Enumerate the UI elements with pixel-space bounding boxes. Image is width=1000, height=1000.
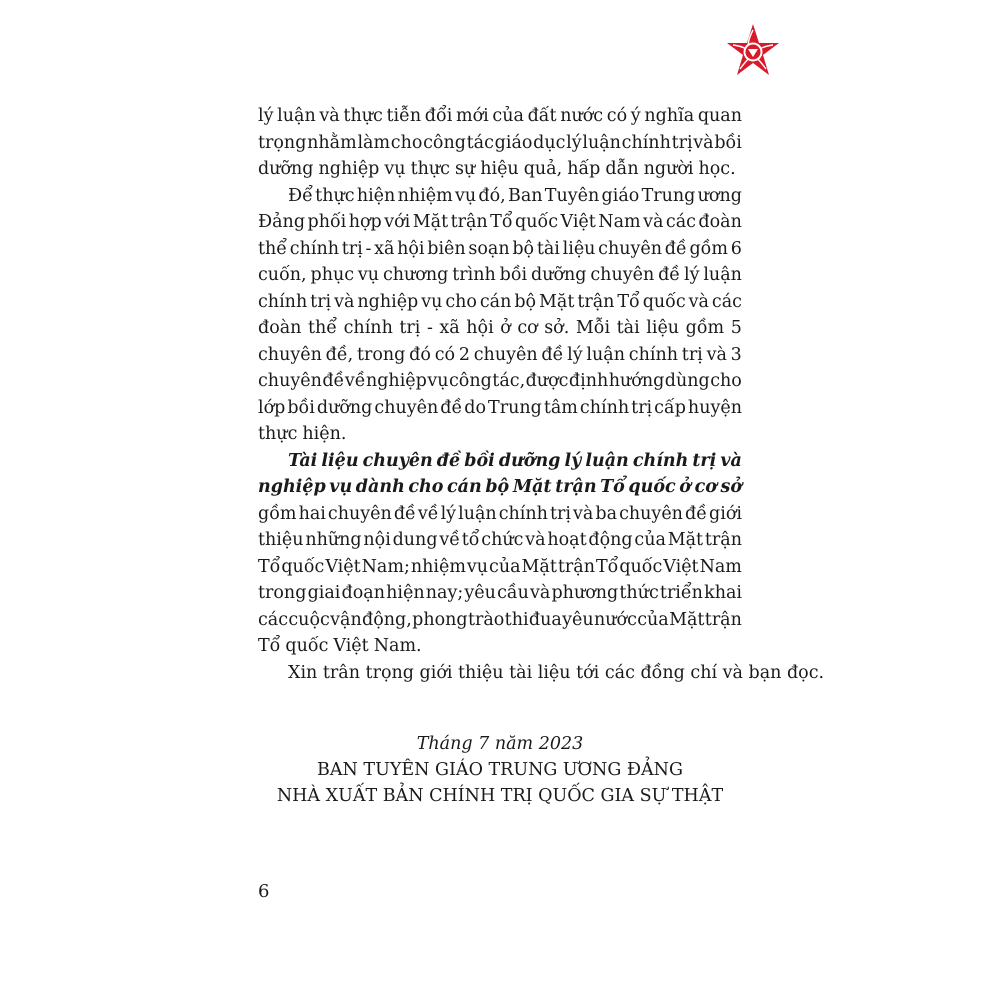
signature-organization: BAN TUYÊN GIÁO TRUNG ƯƠNG ĐẢNG — [317, 760, 683, 780]
text-line: các cuộc vận động, phong trào thi đua yêu nước của Mặt trận — [258, 609, 742, 630]
text-line: Tổ quốc Việt Nam. — [258, 636, 422, 656]
text-line: thể chính trị - xã hội biên soạn bộ tài liệu chuyên đề gồm 6 — [258, 238, 742, 259]
text-line: chuyên đề, trong đó có 2 chuyên đề lý luận chính trị và 3 — [258, 344, 742, 365]
text-line: cuốn, phục vụ chương trình bồi dưỡng chuyên đề lý luận — [258, 265, 742, 285]
signature-date: Tháng 7 năm 2023 — [416, 734, 584, 754]
text-line: Để thực hiện nhiệm vụ đó, Ban Tuyên giáo Trung ương — [288, 185, 742, 206]
publisher-logo-icon — [723, 22, 783, 82]
text-line: thiệu những nội dung về tổ chức và hoạt động của Mặt trận — [258, 530, 742, 550]
text-line: trong giai đoạn hiện nay; yêu cầu và phương thức triển khai — [258, 583, 742, 603]
text-line: dưỡng nghiệp vụ thực sự hiệu quả, hấp dẫn người học. — [258, 159, 736, 179]
text-line: lý luận và thực tiễn đổi mới của đất nước có ý nghĩa quan — [258, 106, 742, 126]
text-line: thực hiện. — [258, 424, 347, 444]
page-body — [258, 103, 825, 686]
text-line: đoàn thể chính trị - xã hội ở cơ sở. Mỗi tài liệu gồm 5 — [258, 318, 742, 338]
closing-line: Xin trân trọng giới thiệu tài liệu tới các đồng chí và bạn đọc. — [288, 662, 825, 683]
text-line: nghiệp vụ dành cho cán bộ Mặt trận Tổ quốc ở cơ sở — [258, 477, 742, 497]
text-line: Đảng phối hợp với Mặt trận Tổ quốc Việt Nam và các đoàn — [258, 212, 742, 232]
text-line: Tổ quốc Việt Nam; nhiệm vụ của Mặt trận Tổ quốc Việt Nam — [258, 556, 742, 577]
text-line: Tài liệu chuyên đề bồi dưỡng lý luận chính trị và — [288, 450, 742, 471]
text-line: gồm hai chuyên đề về lý luận chính trị và ba chuyên đề giới — [258, 503, 742, 524]
signature-publisher: NHÀ XUẤT BẢN CHÍNH TRỊ QUỐC GIA SỰ THẬT — [276, 786, 724, 806]
text-line: chuyên đề về nghiệp vụ công tác, được định hướng dùng cho — [258, 371, 742, 391]
text-line: chính trị và nghiệp vụ cho cán bộ Mặt trận Tổ quốc và các — [258, 291, 742, 312]
text-line: lớp bồi dưỡng chuyên đề do Trung tâm chính trị cấp huyện — [258, 397, 742, 418]
page-number: 6 — [258, 881, 270, 902]
signature-block — [258, 731, 742, 809]
text-line: trọng nhằm làm cho công tác giáo dục lý luận chính trị và bồi — [258, 132, 742, 153]
